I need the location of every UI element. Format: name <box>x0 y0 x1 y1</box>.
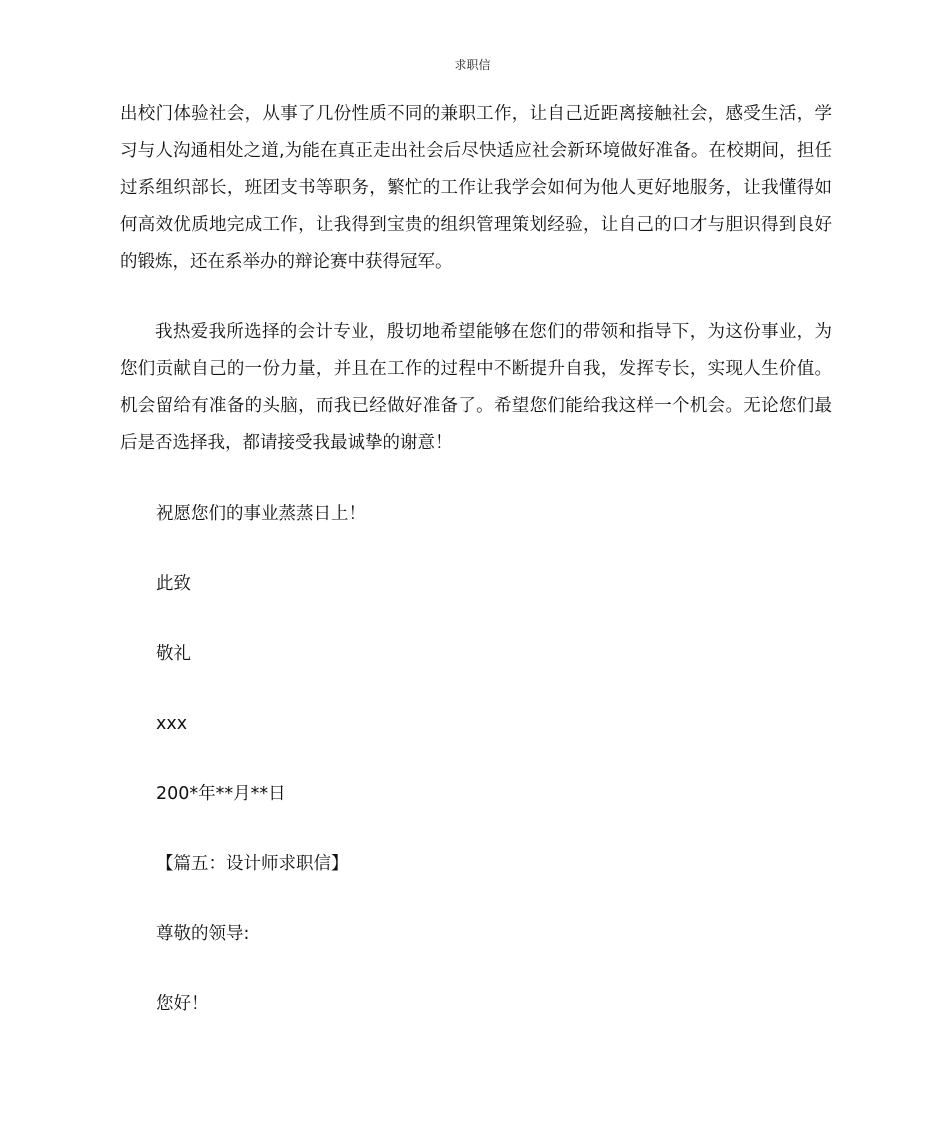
letter-body <box>120 96 832 462</box>
greeting-line: 您好！ <box>156 994 209 1014</box>
closing-line-1: 此致 <box>156 574 191 594</box>
salutation-line: 尊敬的领导: <box>156 924 250 944</box>
date-line: 200*年**月**日 <box>156 784 286 804</box>
closing-line-2: 敬礼 <box>156 644 191 664</box>
paragraph-motivation: 我热爱我所选择的会计专业，殷切地希望能够在您们的带领和指导下，为这份事业，为您们贡献自己的一份力量，并且在工作的过程中不断提升自我，发挥专长，实现人生价值。机会留给有准备的头脑，而我已经做好准备了。希望您们能给我这样一个机会。无论您们最后是否选择我，都请接受我最诚挚的谢意！ <box>120 322 832 453</box>
page-header-title: 求职信 <box>454 58 491 72</box>
paragraph-experience: 出校门体验社会，从事了几份性质不同的兼职工作，让自己近距离接触社会，感受生活，学习与人沟通相处之道,为能在真正走出社会后尽快适应社会新环境做好准备。在校期间，担任过系组织部长，班团支书等职务，繁忙的工作让我学会如何为他人更好地服务，让我懂得如何高效优质地完成工作，让我得到宝贵的组织管理策划经验，让自己的口才与胆识得到良好的锻炼，还在系举办的辩论赛中获得冠军。 <box>120 104 832 272</box>
wish-line: 祝愿您们的事业蒸蒸日上！ <box>156 504 366 524</box>
signature-line: xxx <box>156 714 188 734</box>
section-title: 【篇五：设计师求职信】 <box>156 854 349 874</box>
